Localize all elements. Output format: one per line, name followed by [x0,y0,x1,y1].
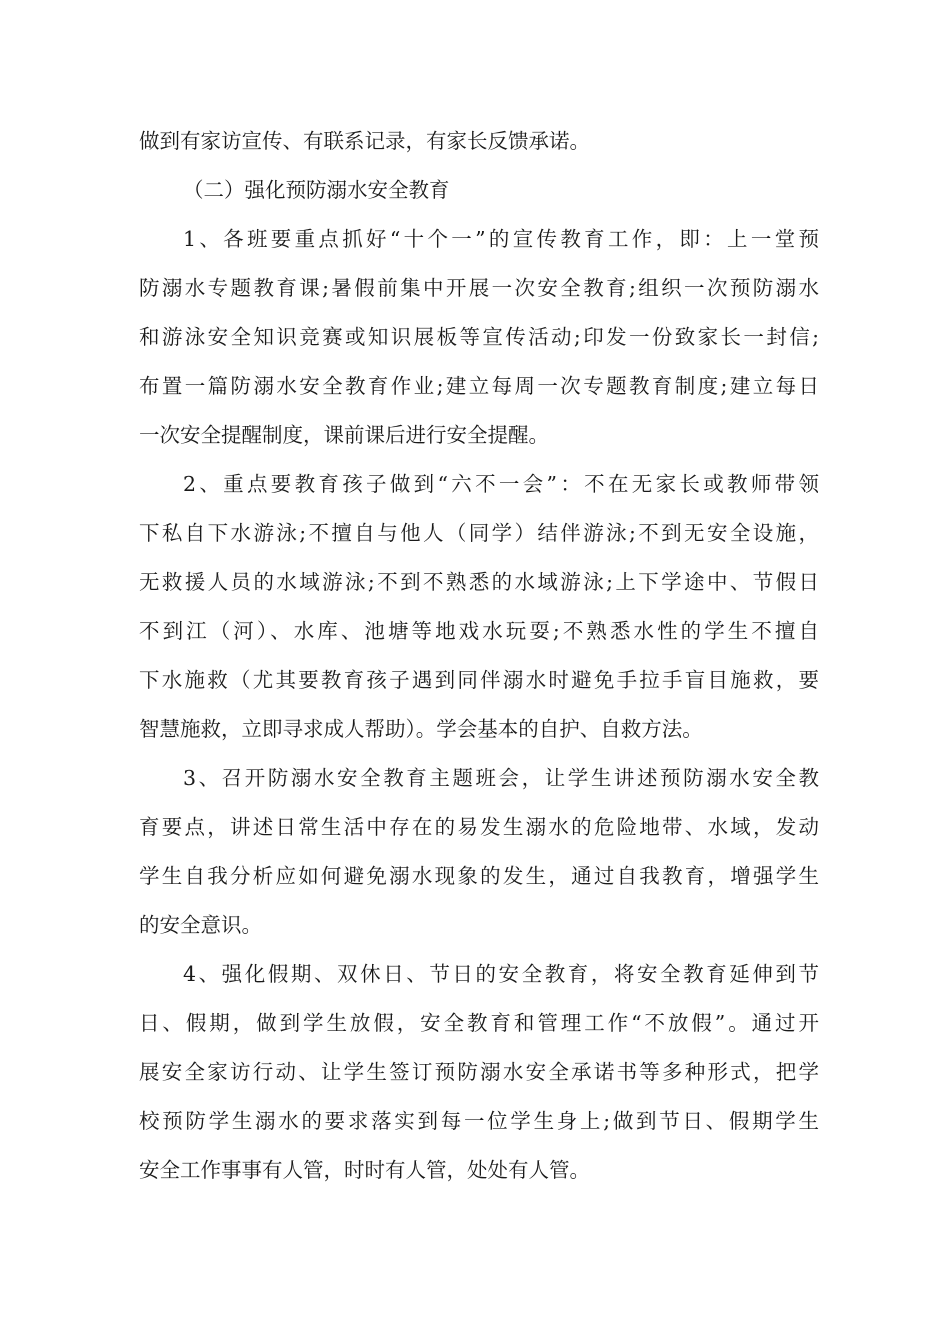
paragraph-line: 下水施救（尤其要教育孩子遇到同伴溺水时避免手拉手盲目施救，要 [139,668,819,692]
paragraph-line: 4、强化假期、双休日、节日的安全教育，将安全教育延伸到节 [183,962,819,986]
paragraph-line: 做到有家访宣传、有联系记录，有家长反馈承诺。 [139,129,590,153]
paragraph-line: 2、重点要教育孩子做到“六不一会”：不在无家长或教师带领 [183,472,819,496]
paragraph-line: 一次安全提醒制度，课前课后进行安全提醒。 [139,423,549,447]
paragraph-line: 和游泳安全知识竞赛或知识展板等宣传活动;印发一份致家长一封信; [139,325,819,349]
paragraph-line: 防溺水专题教育课;暑假前集中开展一次安全教育;组织一次预防溺水 [139,276,819,300]
paragraph-line: 学生自我分析应如何避免溺水现象的发生，通过自我教育，增强学生 [139,864,819,888]
document-page [139,121,819,1199]
paragraph-line: 安全工作事事有人管，时时有人管，处处有人管。 [139,1158,590,1182]
section-heading: （二）强化预防溺水安全教育 [183,178,450,202]
paragraph-line: 布置一篇防溺水安全教育作业;建立每周一次专题教育制度;建立每日 [139,374,819,398]
paragraph-line: 不到江（河）、水库、池塘等地戏水玩耍;不熟悉水性的学生不擅自 [139,619,819,643]
paragraph-line: 日、假期，做到学生放假，安全教育和管理工作“不放假”。通过开 [139,1011,819,1035]
paragraph-line: 下私自下水游泳;不擅自与他人（同学）结伴游泳;不到无安全设施， [139,521,819,545]
paragraph-line: 校预防学生溺水的要求落实到每一位学生身上;做到节日、假期学生 [139,1109,819,1133]
paragraph-line: 育要点，讲述日常生活中存在的易发生溺水的危险地带、水域，发动 [139,815,819,839]
paragraph-line: 展安全家访行动、让学生签订预防溺水安全承诺书等多种形式，把学 [139,1060,819,1084]
paragraph-line: 无救援人员的水域游泳;不到不熟悉的水域游泳;上下学途中、节假日 [139,570,819,594]
paragraph-line: 智慧施救，立即寻求成人帮助）。学会基本的自护、自救方法。 [139,717,703,741]
paragraph-line: 3、召开防溺水安全教育主题班会，让学生讲述预防溺水安全教 [183,766,819,790]
paragraph-line: 的安全意识。 [139,913,262,937]
paragraph-line: 1、各班要重点抓好“十个一”的宣传教育工作，即：上一堂预 [183,227,819,251]
